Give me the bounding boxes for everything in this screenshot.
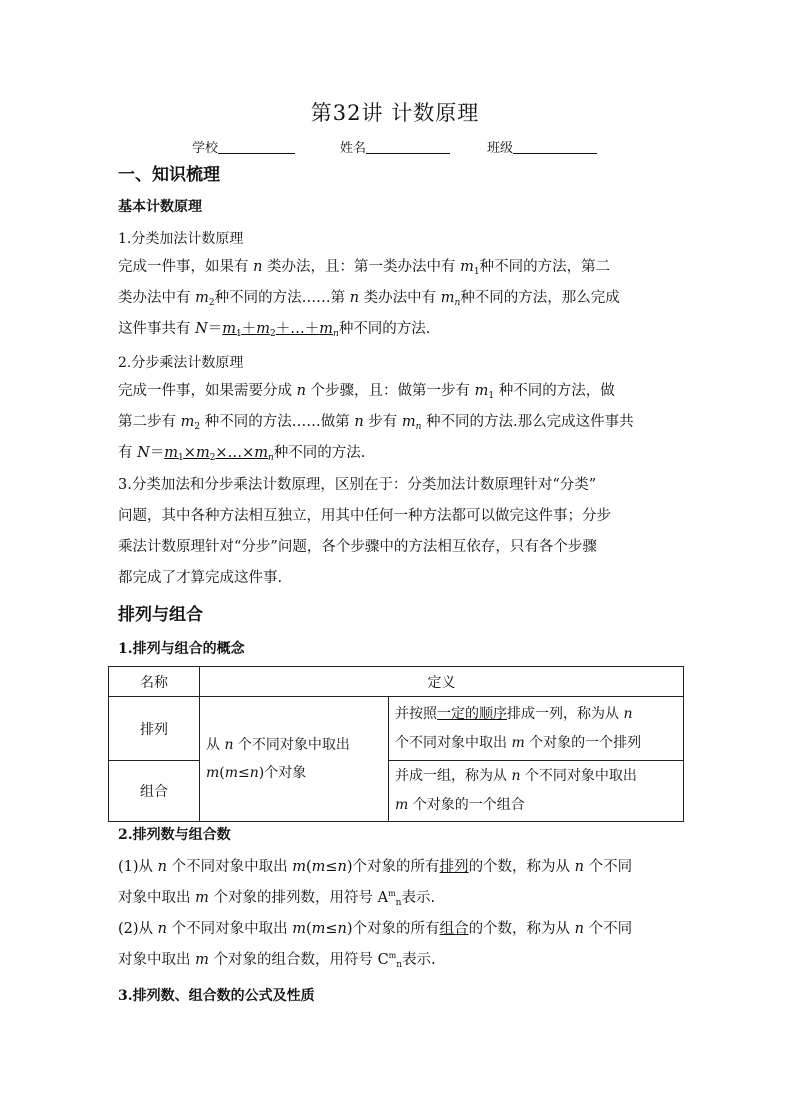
- perm-underline: 排列: [439, 859, 469, 875]
- row-name-permutation: 排列: [109, 697, 200, 761]
- text-line: 对象中取出 m 个对象的组合数，用符号 $C^m_n$表示.: [118, 951, 436, 970]
- sym-sub: n: [395, 898, 402, 908]
- sym-sup: m: [388, 951, 397, 961]
- class-label: 班级: [487, 141, 514, 156]
- text-line: 3.分类加法和分步乘法计数原理，区别在于：分类加法计数原理针对“分类”: [118, 477, 597, 493]
- section-heading-permutation: 排列与组合: [118, 605, 203, 625]
- definition-table: [108, 666, 684, 822]
- multiplication-principle-heading: 2.分步乘法计数原理: [118, 355, 244, 371]
- def-line: 并按照一定的顺序排成一列，称为从 n: [395, 705, 633, 722]
- class-field[interactable]: [487, 137, 597, 156]
- school-blank[interactable]: [218, 140, 295, 154]
- text-line: (1)从 n 个不同对象中取出 m(m≤n)个对象的所有排列的个数，称为从 n 个不同: [118, 859, 633, 875]
- text-line: 完成一件事，如果需要分成 n 个步骤，且：做第一步有 $m_1$ 种不同的方法，做: [118, 383, 615, 401]
- def-line: 并成一组，称为从 n 个不同对象中取出: [395, 768, 637, 784]
- row-name-combination: 组合: [109, 761, 200, 822]
- text-line: 问题，其中各种方法相互独立，用其中任何一种方法都可以做完这件事；分步: [118, 508, 611, 524]
- text-line: 完成一件事，如果有 n 类办法，且：第一类办法中有 $m_1$种不同的方法，第二: [118, 259, 611, 277]
- numbers-heading: 2.排列数与组合数: [118, 827, 231, 843]
- table-head-definition: 定义: [200, 667, 684, 697]
- multiplication-principle-text: [118, 376, 674, 469]
- formula-heading: 3.排列数、组合数的公式及性质: [118, 988, 315, 1004]
- text-line: 乘法计数原理针对“分步”问题，各个步骤中的方法相互依存，只有各个步骤: [118, 539, 597, 555]
- section-heading-knowledge: 一、知识梳理: [118, 165, 220, 185]
- school-field[interactable]: [192, 137, 295, 156]
- page-title: 第32讲 计数原理: [310, 101, 480, 125]
- addition-principle-heading: 1.分类加法计数原理: [118, 231, 244, 247]
- common-line: m(m≤n)个对象: [206, 765, 307, 781]
- addition-principle-text: [118, 252, 674, 345]
- school-label: 学校: [192, 141, 219, 156]
- basic-principle-heading: 基本计数原理: [118, 199, 202, 215]
- text-line: (2)从 n 个不同对象中取出 m(m≤n)个对象的所有组合的个数，称为从 n 个不同: [118, 921, 633, 937]
- table-head-name: 名称: [109, 667, 200, 697]
- class-blank[interactable]: [513, 140, 597, 154]
- def-line: 个不同对象中取出 m 个对象的一个排列: [395, 734, 642, 751]
- text-line: 有 $N=m_1\times m_2\times\dots\times m_n$种不同的方法.: [118, 445, 366, 463]
- sym-sub: n: [396, 960, 403, 970]
- sym-sup: m: [388, 889, 396, 899]
- text-line: 这件事共有 $N=m_1+m_2+\dots+m_n$种不同的方法.: [118, 321, 431, 339]
- ordered-underline: 一定的顺序: [437, 705, 507, 722]
- name-field[interactable]: [340, 137, 450, 156]
- concept-heading: 1.排列与组合的概念: [118, 641, 245, 657]
- text-line: 对象中取出 m 个对象的排列数，用符号 $A^m_n$表示.: [118, 889, 436, 908]
- combination-definition: [389, 761, 684, 822]
- combination-number-text: [118, 914, 674, 976]
- permutation-number-text: [118, 852, 674, 914]
- text-line: 第二步有 $m_2$ 种不同的方法……做第 n 步有 $m_n$ 种不同的方法.那么完成这件事共: [118, 414, 634, 432]
- text-line: 类办法中有 $m_2$种不同的方法……第 n 类办法中有 $m_n$种不同的方法，那么完成: [118, 290, 620, 308]
- difference-text: [118, 470, 674, 594]
- permutation-definition: [389, 697, 684, 761]
- name-blank[interactable]: [366, 140, 450, 154]
- table-common-definition: [200, 697, 389, 822]
- name-label: 姓名: [340, 141, 367, 156]
- comb-underline: 组合: [439, 921, 469, 937]
- def-line: m 个对象的一个组合: [395, 797, 525, 813]
- common-line: 从 n 个不同对象中取出: [206, 737, 350, 753]
- text-line: 都完成了才算完成这件事.: [118, 570, 283, 586]
